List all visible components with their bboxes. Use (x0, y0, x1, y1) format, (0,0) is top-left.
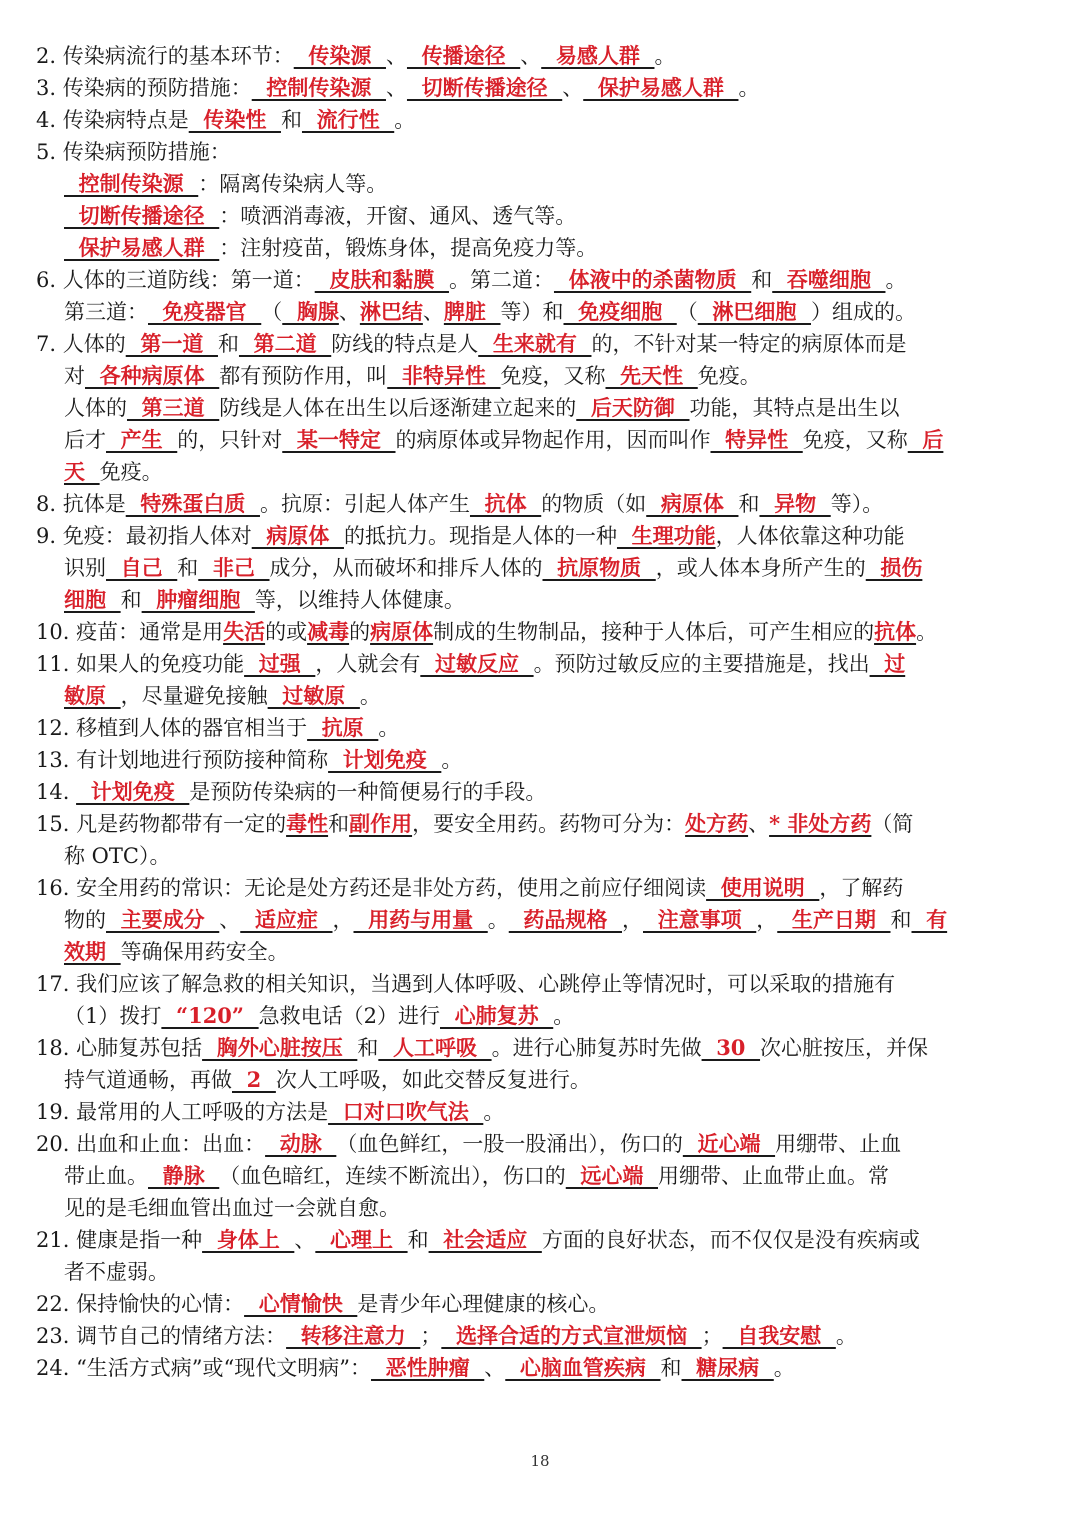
answer-blank: 后天防御 (576, 395, 690, 420)
answer-blank: 自己 (106, 555, 178, 580)
line-text: 。抗原：引起人体产生 (259, 492, 470, 516)
answer-blank: 计划免疫 (76, 779, 190, 804)
line-text: 方面的良好状态，而不仅仅是没有疾病或 (541, 1228, 920, 1252)
line-text: 免疫。 (99, 460, 163, 484)
text-line (36, 904, 1056, 936)
line-text: 和 (280, 108, 302, 132)
answer-blank: 效期 (64, 939, 121, 964)
line-text: （简 (871, 812, 914, 836)
text-line (36, 648, 1056, 680)
line-text: 。预防过敏反应的主要措施是，找出 (533, 652, 870, 676)
line-text: 、 (294, 1228, 316, 1252)
answer-blank: 注意事项 (643, 907, 757, 932)
answer-blank: 抗原物质 (542, 555, 656, 580)
line-text: 次心脏按压，并保 (760, 1036, 929, 1060)
answer-blank: 近心端 (682, 1131, 776, 1156)
answer-blank: 心肺复苏 (440, 1003, 554, 1028)
answer-blank: 吞噬细胞 (772, 267, 886, 292)
line-text: 23. 调节自己的情绪方法： (36, 1324, 287, 1348)
line-text: 、 (484, 1356, 506, 1380)
line-text: 和 (177, 556, 199, 580)
text-line (36, 72, 1056, 104)
line-text: 20. 出血和止血：出血： (36, 1132, 266, 1156)
text-line (36, 456, 1056, 488)
answer-blank: 心理上 (315, 1227, 408, 1252)
text-line (36, 1160, 1056, 1192)
line-text: ，人体依靠这种功能 (715, 524, 905, 548)
answer-blank: 计划免疫 (328, 747, 442, 772)
line-text: 14. (36, 780, 77, 804)
page-number: 18 (530, 1452, 550, 1470)
answer-blank: 心脑血管疾病 (505, 1355, 661, 1380)
line-text: ， (332, 908, 354, 932)
line-text: 、 (562, 76, 584, 100)
text-line (36, 296, 1056, 328)
line-text: 13. 有计划地进行预防接种简称 (36, 748, 329, 772)
line-text: 11. 如果人的免疫功能 (36, 652, 245, 676)
text-line (36, 328, 1056, 360)
answer-blank: 病原体 (646, 491, 739, 516)
line-text: 、 (338, 300, 360, 324)
line-text: 和 (328, 812, 350, 836)
text-line (36, 968, 1056, 1000)
text-line (36, 1128, 1056, 1160)
answer-blank: * 非处方药 (769, 811, 872, 836)
answer-blank: 抗体 (469, 491, 542, 516)
line-text: ）组成的。 (811, 300, 916, 324)
line-text: 21. 健康是指一种 (36, 1228, 203, 1252)
answer-blank: 肿瘤细胞 (141, 587, 255, 612)
line-text: 。 (378, 716, 400, 740)
text-line (36, 1352, 1056, 1384)
line-text: ； (420, 1324, 442, 1348)
line-text: 和 (738, 492, 760, 516)
line-text: 3. 传染病的预防措施： (36, 76, 252, 100)
line-text: 免疫，又称 (500, 364, 606, 388)
line-text: 。 (885, 268, 907, 292)
line-text: 功能，其特点是出生以 (689, 396, 900, 420)
line-text: ， (622, 908, 643, 932)
line-text: 免疫，又称 (802, 428, 908, 452)
study-notes (36, 40, 1056, 1384)
line-text: 。第二道： (448, 268, 554, 292)
answer-blank: 传染源 (293, 43, 386, 68)
text-line (36, 1288, 1056, 1320)
line-text: 5. 传染病预防措施： (36, 140, 231, 164)
line-text: （血色暗红，连续不断流出），伤口的 (219, 1164, 566, 1188)
text-line (36, 168, 1056, 200)
text-line (36, 520, 1056, 552)
answer-blank: 非特异性 (387, 363, 501, 388)
answer-blank: 过 (869, 651, 906, 676)
answer-blank: 处方药 (685, 811, 749, 836)
answer-blank: 特异性 (710, 427, 803, 452)
text-line (36, 392, 1056, 424)
answer-blank: 病原体 (251, 523, 344, 548)
text-line (36, 264, 1056, 296)
line-text: 。 (773, 1356, 795, 1380)
line-text: 22. 保持愉快的心情： (36, 1292, 245, 1316)
answer-blank: 淋巴结 (359, 299, 423, 324)
line-text: 16. 安全用药的常识：无论是处方药还是非处方药，使用之前应仔细阅读 (36, 876, 707, 900)
answer-blank: 副作用 (349, 811, 413, 836)
answer-blank: 易感人群 (541, 43, 655, 68)
answer-blank: 体液中的杀菌物质 (553, 267, 752, 292)
text-line (36, 360, 1056, 392)
line-text: 、 (219, 908, 241, 932)
line-text: 7. 人体的 (36, 332, 126, 356)
answer-blank: 皮肤和黏膜 (314, 267, 449, 292)
answer-blank: 过敏反应 (420, 651, 534, 676)
line-text: 用绷带、止血 (775, 1132, 902, 1156)
text-line (36, 488, 1056, 520)
line-text: 是预防传染病的一种简便易行的手段。 (189, 780, 547, 804)
line-text: ：注射疫苗，锻炼身体，提高免疫力等。 (219, 236, 598, 260)
text-line (36, 1064, 1056, 1096)
answer-blank: 适应症 (240, 907, 333, 932)
answer-blank: 某一特定 (282, 427, 396, 452)
line-text: 用绷带、止血带止血。常 (658, 1164, 889, 1188)
text-line (36, 136, 1056, 168)
answer-blank: 病原体 (370, 619, 434, 644)
line-text: 2. 传染病流行的基本环节： (36, 44, 294, 68)
answer-blank: 过强 (244, 651, 316, 676)
answer-blank: 第一道 (125, 331, 218, 356)
answer-blank: 主要成分 (106, 907, 220, 932)
text-line (36, 1256, 1056, 1288)
line-text: ，尽量避免接触 (120, 684, 268, 708)
answer-blank: 传染性 (188, 107, 281, 132)
line-text: 识别 (64, 556, 106, 580)
answer-blank: 异物 (759, 491, 831, 516)
answer-blank: 口对口吹气法 (328, 1099, 484, 1124)
line-text: 。 (487, 908, 509, 932)
line-text: 17. 我们应该了解急救的相关知识，当遇到人体呼吸、心跳停止等情况时，可以采取的措施有 (36, 972, 896, 996)
answer-blank: 后 (907, 427, 944, 452)
line-text: 、 (422, 300, 444, 324)
line-text: 等）和 (500, 300, 564, 324)
text-line (36, 584, 1056, 616)
line-text: 的，只针对 (177, 428, 283, 452)
line-text: 的物质（如 (541, 492, 647, 516)
line-text: ，要安全用药。药物可分为： (412, 812, 686, 836)
text-line (36, 424, 1056, 456)
line-text: 对 (64, 364, 85, 388)
line-text: 和 (660, 1356, 682, 1380)
line-text: 的抵抗力。现指是人体的一种 (343, 524, 617, 548)
line-text: 物的 (64, 908, 106, 932)
answer-blank: 免疫器官 (148, 299, 262, 324)
line-text: ，了解药 (819, 876, 904, 900)
answer-blank: 先天性 (605, 363, 698, 388)
text-line (36, 104, 1056, 136)
answer-blank: 心情愉快 (244, 1291, 358, 1316)
line-text: 等确保用药安全。 (120, 940, 289, 964)
line-text: 。 (916, 620, 938, 644)
line-text: 12. 移植到人体的器官相当于 (36, 716, 308, 740)
line-text: 24. “生活方式病”或“现代文明病”： (36, 1356, 372, 1380)
line-text: 4. 传染病特点是 (36, 108, 189, 132)
line-text: 。 (394, 108, 416, 132)
text-line (36, 712, 1056, 744)
text-line (36, 616, 1056, 648)
line-text: 、 (748, 812, 770, 836)
line-text: 8. 抗体是 (36, 492, 126, 516)
text-line (36, 1192, 1056, 1224)
line-text: 、 (385, 44, 407, 68)
line-text: 、 (520, 44, 542, 68)
line-text: 的，不针对某一特定的病原体而是 (591, 332, 907, 356)
line-text: （ (676, 300, 698, 324)
answer-blank: 社会适应 (428, 1227, 542, 1252)
answer-blank: 控制传染源 (251, 75, 386, 100)
answer-blank: 抗体 (874, 619, 917, 644)
line-text: 带止血。 (64, 1164, 148, 1188)
line-text: （1）拨打 (64, 1004, 162, 1028)
line-text: 19. 最常用的人工呼吸的方法是 (36, 1100, 329, 1124)
line-text: 和 (357, 1036, 379, 1060)
line-text: ，或人体本身所产生的 (655, 556, 866, 580)
line-text: 都有预防作用，叫 (219, 364, 388, 388)
answer-blank: 人工呼吸 (378, 1035, 492, 1060)
line-text: 的病原体或异物起作用，因而叫作 (395, 428, 711, 452)
line-text: 后才 (64, 428, 106, 452)
line-text: 。 (835, 1324, 857, 1348)
answer-blank: 转移注意力 (286, 1323, 421, 1348)
answer-blank: 免疫细胞 (563, 299, 677, 324)
answer-blank: 糖尿病 (681, 1355, 774, 1380)
text-line (36, 936, 1056, 968)
line-text: 者不虚弱。 (64, 1260, 169, 1284)
line-text: 15. 凡是药物都带有一定的 (36, 812, 287, 836)
line-text: 。 (359, 684, 381, 708)
line-text: 。 (483, 1100, 505, 1124)
answer-blank: 有 (911, 907, 948, 932)
line-text: 免疫。 (697, 364, 761, 388)
text-line (36, 680, 1056, 712)
answer-blank: 淋巴细胞 (697, 299, 811, 324)
line-text: 和 (120, 588, 142, 612)
text-line (36, 872, 1056, 904)
line-text: ， (756, 908, 778, 932)
line-text: ； (701, 1324, 723, 1348)
line-text: 称 OTC）。 (64, 844, 171, 868)
answer-blank: 脾脏 (443, 299, 501, 324)
answer-blank: 细胞 (64, 587, 121, 612)
answer-blank: 毒性 (286, 811, 329, 836)
line-text: 制成的生物制品，接种于人体后，可产生相应的 (433, 620, 875, 644)
answer-blank: 生理功能 (616, 523, 716, 548)
line-text: 6. 人体的三道防线：第一道： (36, 268, 315, 292)
answer-blank: 远心端 (565, 1163, 658, 1188)
line-text: 第三道： (64, 300, 148, 324)
answer-blank: 切断传播途径 (406, 75, 563, 100)
line-text: （ (261, 300, 283, 324)
answer-blank: 身体上 (202, 1227, 295, 1252)
answer-blank: 选择合适的方式宣泄烦恼 (441, 1323, 702, 1348)
answer-blank: 药品规格 (508, 907, 622, 932)
answer-blank: 胸腺 (282, 299, 339, 324)
line-text: 18. 心肺复苏包括 (36, 1036, 203, 1060)
answer-blank: 保护易感人群 (64, 235, 220, 260)
answer-blank: 2 (232, 1067, 276, 1092)
answer-blank: 30 (701, 1035, 761, 1060)
line-text: ，人就会有 (315, 652, 421, 676)
text-line (36, 200, 1056, 232)
line-text: 9. 免疫：最初指人体对 (36, 524, 252, 548)
answer-blank: 自我安慰 (722, 1323, 836, 1348)
answer-blank: 动脉 (265, 1131, 337, 1156)
line-text: ：喷洒消毒液，开窗、通风、透气等。 (219, 204, 577, 228)
line-text: 。 (441, 748, 463, 772)
answer-blank: 失活 (223, 619, 266, 644)
answer-blank: 用药与用量 (353, 907, 488, 932)
line-text: 持气道通畅，再做 (64, 1068, 232, 1092)
line-text: （血色鲜红，一股一股涌出），伤口的 (336, 1132, 683, 1156)
answer-blank: 控制传染源 (64, 171, 199, 196)
answer-blank: 恶性肿瘤 (371, 1355, 485, 1380)
answer-blank: 损伤 (865, 555, 923, 580)
line-text: 是青少年心理健康的核心。 (357, 1292, 610, 1316)
answer-blank: 抗原 (307, 715, 379, 740)
line-text: 见的是毛细血管出血过一会就自愈。 (64, 1196, 400, 1220)
answer-blank: 流行性 (301, 107, 395, 132)
line-text: 成分，从而破坏和排斥人体的 (269, 556, 543, 580)
line-text: 等）。 (830, 492, 884, 516)
answer-blank: 保护易感人群 (583, 75, 739, 100)
text-line (36, 1000, 1056, 1032)
answer-blank: 生产日期 (777, 907, 891, 932)
text-line (36, 808, 1056, 840)
answer-blank: 过敏原 (267, 683, 360, 708)
line-text: 急救电话（2）进行 (258, 1004, 440, 1028)
answer-blank: 第二道 (238, 331, 332, 356)
answer-blank: 特殊蛋白质 (125, 491, 260, 516)
answer-blank: 使用说明 (706, 875, 820, 900)
text-line (36, 1224, 1056, 1256)
answer-blank: 静脉 (148, 1163, 220, 1188)
line-text: 。 (553, 1004, 575, 1028)
text-line (36, 1096, 1056, 1128)
line-text: 人体的 (64, 396, 127, 420)
line-text: 的 (349, 620, 371, 644)
answer-blank: 敏原 (64, 683, 121, 708)
line-text: 10. 疫苗：通常是用 (36, 620, 224, 644)
line-text: 防线是人体在出生以后逐渐建立起来的 (219, 396, 577, 420)
answer-blank: 各种病原体 (85, 363, 220, 388)
text-line (36, 232, 1056, 264)
answer-blank: 减毒 (307, 619, 350, 644)
text-line (36, 744, 1056, 776)
text-line (36, 776, 1056, 808)
text-line (36, 840, 1056, 872)
answer-blank: 生来就有 (478, 331, 592, 356)
line-text: ：隔离传染病人等。 (198, 172, 388, 196)
line-text: 防线的特点是人 (331, 332, 479, 356)
answer-blank: 天 (64, 459, 100, 484)
line-text: 和 (890, 908, 912, 932)
answer-blank: 产生 (106, 427, 178, 452)
line-text: 和 (751, 268, 773, 292)
line-text: 和 (217, 332, 239, 356)
line-text: 。 (738, 76, 760, 100)
answer-blank: 切断传播途径 (64, 203, 220, 228)
line-text: 、 (385, 76, 407, 100)
line-text: 等，以维持人体健康。 (254, 588, 465, 612)
answer-blank: 非己 (198, 555, 270, 580)
line-text: 。 (654, 44, 676, 68)
answer-blank: “120” (161, 1003, 259, 1028)
text-line (36, 40, 1056, 72)
line-text: 次人工呼吸，如此交替反复进行。 (275, 1068, 591, 1092)
answer-blank: 第三道 (127, 395, 220, 420)
text-line (36, 1032, 1056, 1064)
line-text: 的或 (265, 620, 308, 644)
text-line (36, 552, 1056, 584)
line-text: 和 (407, 1228, 429, 1252)
answer-blank: 胸外心脏按压 (202, 1035, 358, 1060)
answer-blank: 传播途径 (406, 43, 521, 68)
line-text: 。进行心肺复苏时先做 (491, 1036, 702, 1060)
text-line (36, 1320, 1056, 1352)
